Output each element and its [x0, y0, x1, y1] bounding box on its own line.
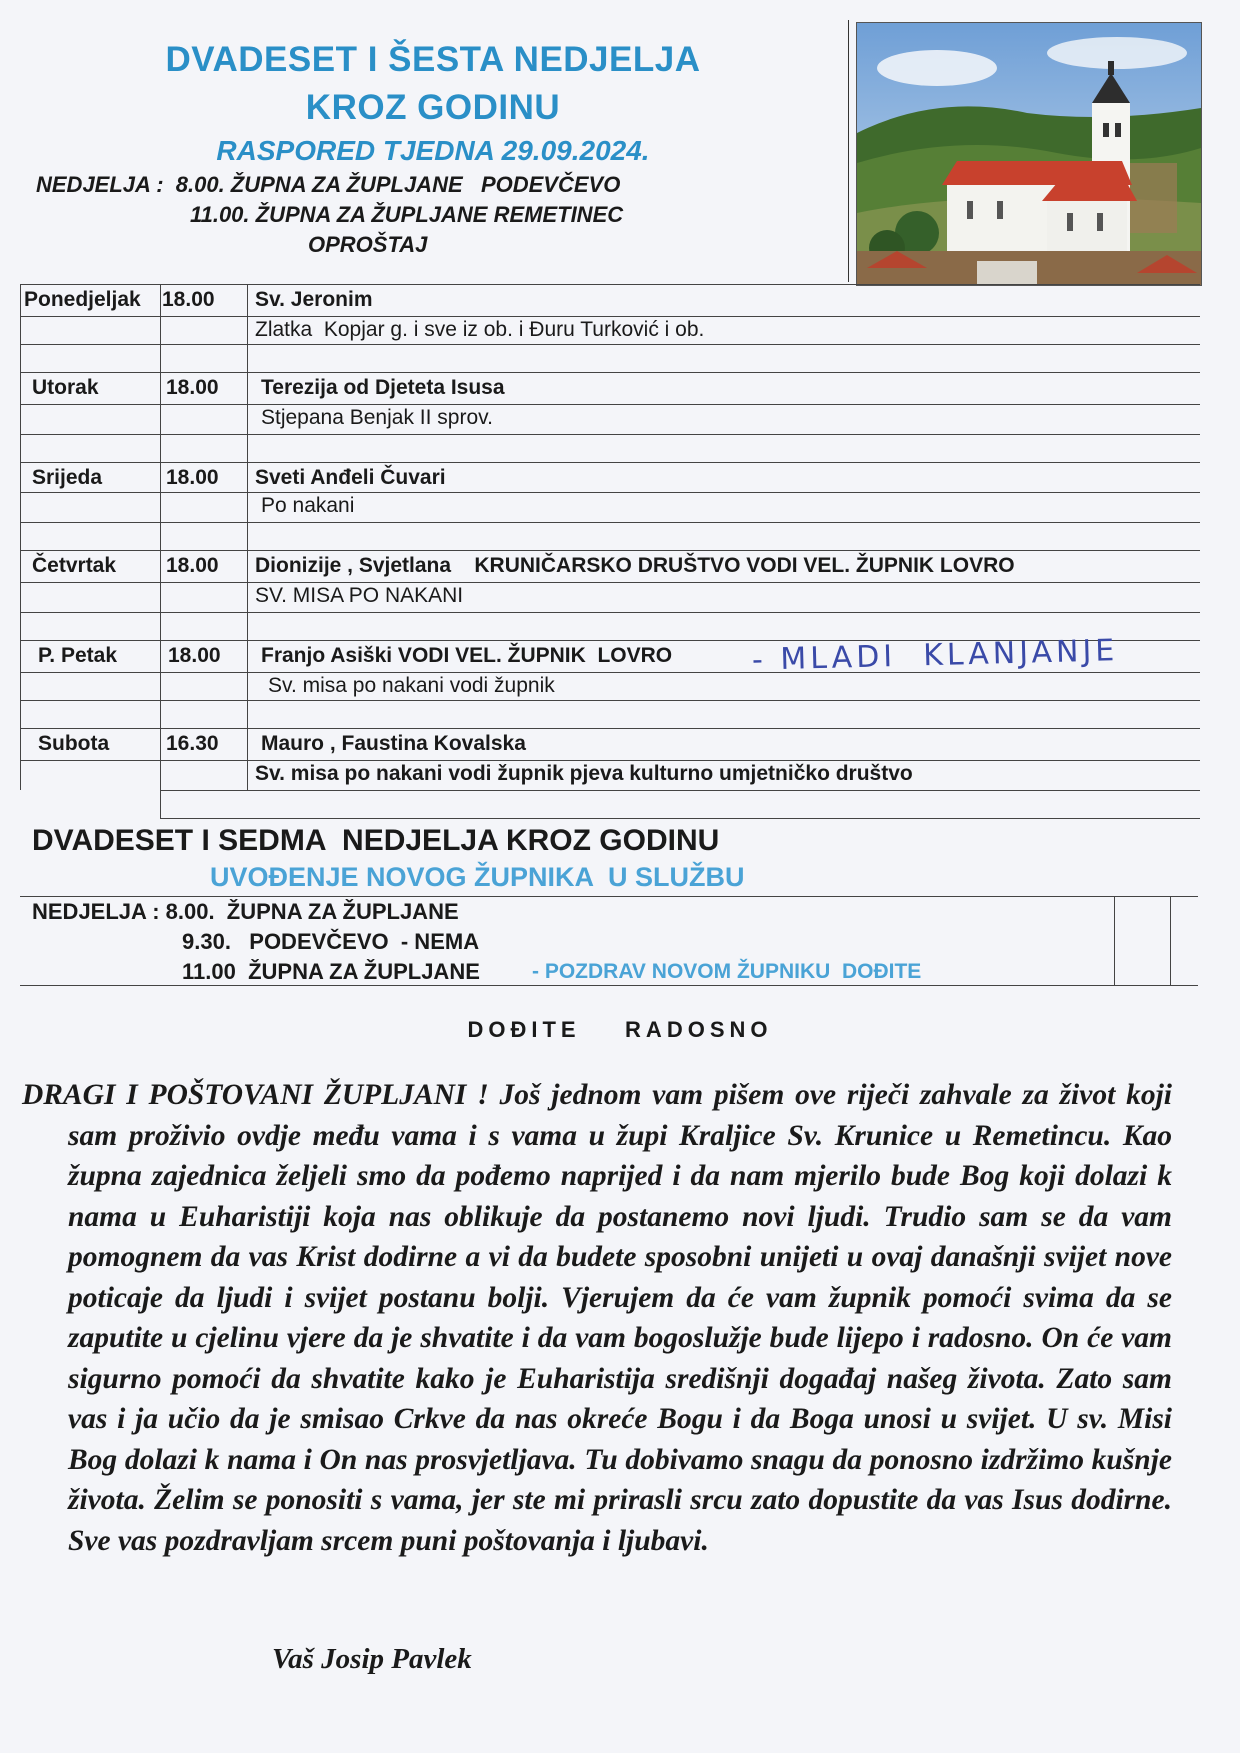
church-photo [856, 22, 1202, 286]
intention-friday: Sv. misa po nakani vodi župnik [268, 674, 555, 697]
next-line-3-note: - POZDRAV NOVOM ŽUPNIKU DOĐITE [532, 960, 922, 983]
time-wednesday: 18.00 [166, 466, 219, 489]
handwritten-note: - MLADI KLANJANJE [751, 633, 1119, 678]
day-tuesday: Utorak [32, 376, 99, 399]
next-sunday-title: DVADESET I SEDMA NEDJELJA KROZ GODINU [32, 824, 720, 857]
time-saturday: 16.30 [166, 732, 219, 755]
title-line-1: DVADESET I ŠESTA NEDJELJA [165, 40, 701, 79]
farewell-letter [22, 1075, 1172, 1561]
day-thursday: Četvrtak [32, 554, 117, 577]
church-illustration [857, 23, 1201, 285]
sunday-line-3: OPROŠTAJ [308, 232, 428, 257]
title-line-2: KROZ GODINU [305, 88, 561, 127]
schedule-subtitle: RASPORED TJEDNA 29.09.2024. [216, 135, 650, 166]
saint-saturday: Mauro , Faustina Kovalska [261, 732, 526, 755]
time-friday: 18.00 [168, 644, 221, 667]
time-tuesday: 18.00 [166, 376, 219, 399]
next-line-1: NEDJELJA : 8.00. ŽUPNA ZA ŽUPLJANE [32, 899, 459, 924]
day-monday: Ponedjeljak [24, 288, 141, 311]
saint-tuesday: Terezija od Djeteta Isusa [261, 376, 505, 399]
letter-body: DRAGI I POŠTOVANI ŽUPLJANI ! Još jednom vam pišem ove riječi zahvale za život koji sam proživio ovdje među vama i s vama u župi Kraljice Sv. Krunice u Remetincu. Kao župna zajednica željeli smo da pođemo naprijed i da nam mjerilo bude Bog koji dolazi k nama u Euharistiji koja nas oblikuje da postanemo novi ljudi. Trudio sam se da vam pomognem da vas Krist dodirne a vi da budete sposobni unijeti u ovaj današnji svijet nove poticaje da ljudi i svijet postanu bolji. Vjerujem da će vam župnik pomoći svima da se zaputite u cjelinu vjere da je shvatite i da vam bogoslužje bude lijepo i radosno. On će vam sigurno pomoći da shvatite kako je Euharistija središnji događaj našeg života. Zato sam vas i ja učio da je smisao Crkve da nas okreće Bogu i da Boga unosi u svijet. U sv. Misi Bog dolazi k nama i On nas prosvjetljava. Tu dobivamo snagu da ponosno izdržimo kušnje života. Želim se ponositi s vama, jer ste mi prirasli srcu zato dopustite da vas Isus dodirne. Sve vas pozdravljam srcem puni poštovanja i ljubavi. [22, 1079, 1172, 1557]
saint-thursday: Dionizije , Svjetlana KRUNIČARSKO DRUŠTVO VODI VEL. ŽUPNIK LOVRO [255, 554, 1015, 577]
time-monday: 18.00 [162, 288, 215, 311]
next-line-3: 11.00 ŽUPNA ZA ŽUPLJANE [182, 959, 480, 984]
dodite-radosno: DOĐITE RADOSNO [467, 1017, 773, 1042]
saint-wednesday: Sveti Anđeli Čuvari [255, 466, 446, 489]
saint-monday: Sv. Jeronim [255, 288, 373, 311]
next-sunday-masses [20, 896, 1198, 986]
intention-thursday: SV. MISA PO NAKANI [255, 584, 464, 607]
header-block [18, 20, 849, 282]
intention-monday: Zlatka Kopjar g. i sve iz ob. i Đuru Turković i ob. [255, 318, 705, 341]
weekly-schedule [20, 284, 1200, 818]
next-sunday-subtitle: UVOĐENJE NOVOG ŽUPNIKA U SLUŽBU [210, 862, 745, 892]
intention-wednesday: Po nakani [261, 494, 355, 517]
day-wednesday: Srijeda [32, 466, 103, 489]
intention-saturday: Sv. misa po nakani vodi župnik pjeva kulturno umjetničko društvo [255, 762, 913, 785]
sunday-line-1: NEDJELJA : 8.00. ŽUPNA ZA ŽUPLJANE PODEVČEVO [36, 172, 621, 197]
day-saturday: Subota [38, 732, 110, 755]
signature: Vaš Josip Pavlek [272, 1643, 472, 1675]
intention-tuesday: Stjepana Benjak II sprov. [261, 406, 493, 429]
next-line-2: 9.30. PODEVČEVO - NEMA [182, 929, 480, 954]
time-thursday: 18.00 [166, 554, 219, 577]
sunday-line-2: 11.00. ŽUPNA ZA ŽUPLJANE REMETINEC [190, 202, 624, 227]
saint-friday: Franjo Asiški VODI VEL. ŽUPNIK LOVRO [261, 644, 673, 667]
day-friday: P. Petak [38, 644, 118, 667]
